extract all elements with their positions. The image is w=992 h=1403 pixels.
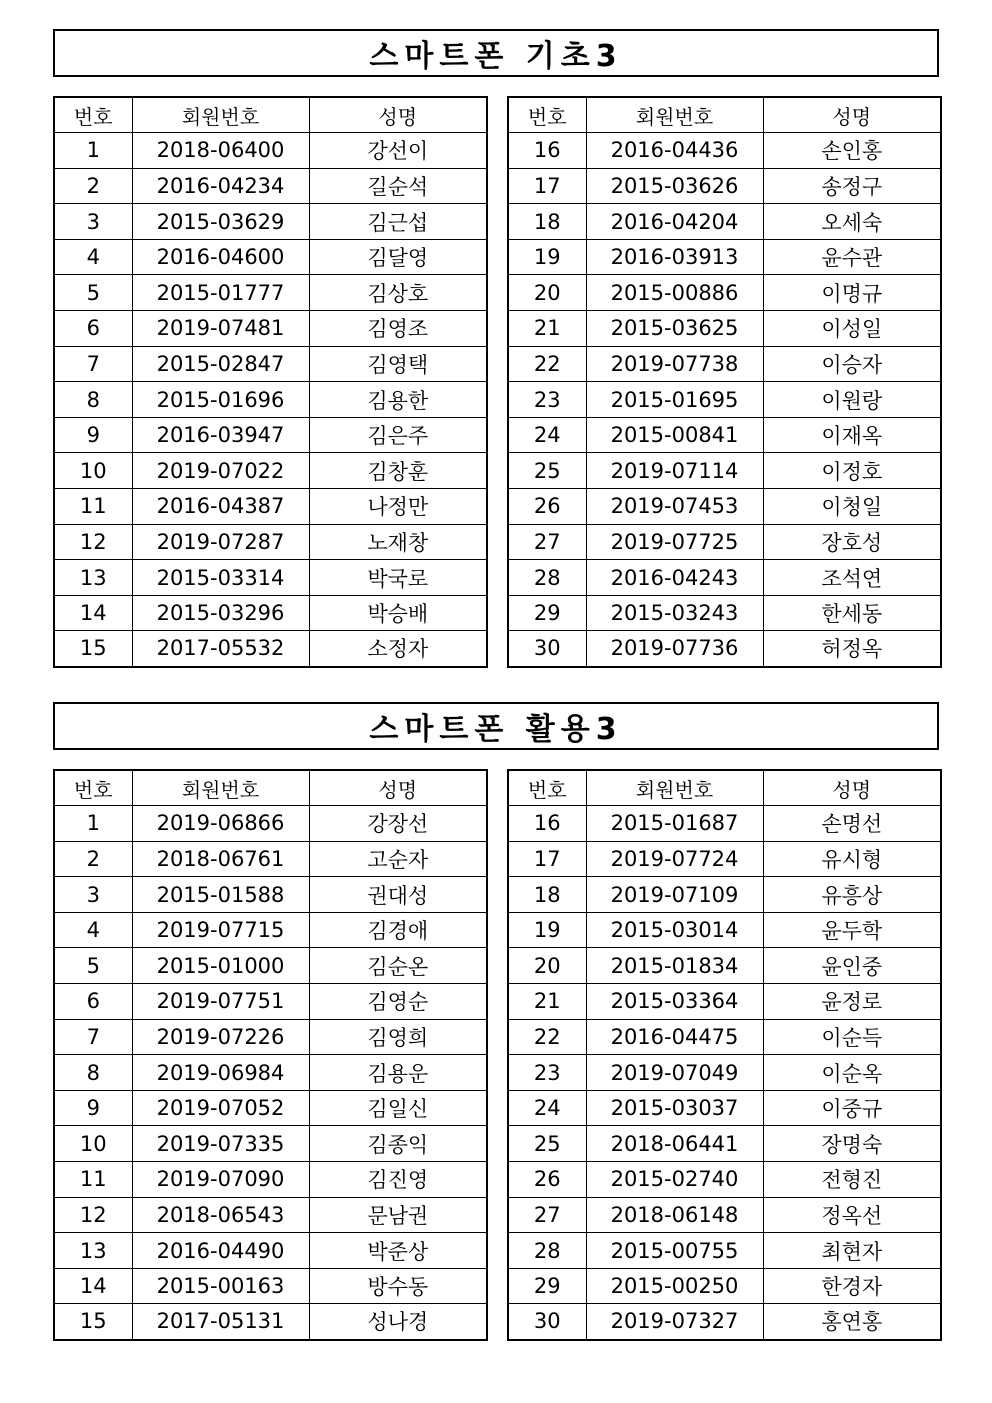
cell-member-name: 이명규 [763,275,941,311]
cell-member-name: 윤정로 [763,984,941,1020]
cell-row-number: 14 [54,595,132,631]
cell-member-name: 김진영 [309,1162,487,1198]
table-row [508,841,941,877]
cell-member-id: 2015-03243 [586,595,763,631]
cell-member-name: 권대성 [309,877,487,913]
table-row [54,489,487,525]
cell-row-number: 3 [54,877,132,913]
member-table-advanced-left [53,769,488,1341]
cell-row-number: 5 [54,948,132,984]
table-row [54,1162,487,1198]
cell-member-id: 2015-03364 [586,984,763,1020]
cell-member-name: 윤두학 [763,912,941,948]
header-member-id: 회원번호 [132,770,309,806]
cell-member-id: 2015-01777 [132,275,309,311]
cell-row-number: 19 [508,239,586,275]
cell-member-name: 이원랑 [763,382,941,418]
cell-member-name: 이승자 [763,346,941,382]
cell-member-name: 김영조 [309,311,487,347]
cell-member-id: 2019-07715 [132,912,309,948]
cell-row-number: 21 [508,984,586,1020]
cell-member-id: 2016-03913 [586,239,763,275]
table-row [54,595,487,631]
cell-member-name: 김순온 [309,948,487,984]
cell-row-number: 11 [54,1162,132,1198]
cell-member-name: 강선이 [309,133,487,169]
table-row [508,984,941,1020]
table-header-row [508,770,941,806]
table-row [54,877,487,913]
cell-member-name: 김근섭 [309,204,487,240]
table-row [508,1019,941,1055]
cell-member-id: 2019-07736 [586,631,763,667]
cell-member-id: 2019-07226 [132,1019,309,1055]
table-header-row [54,97,487,133]
cell-member-id: 2015-03296 [132,595,309,631]
cell-member-name: 손명선 [763,806,941,842]
table-row [54,1126,487,1162]
table-row [508,489,941,525]
cell-member-id: 2016-04490 [132,1233,309,1269]
member-table-advanced-right [507,769,942,1341]
table-row [54,560,487,596]
table-row [508,453,941,489]
cell-row-number: 25 [508,453,586,489]
cell-member-name: 유시형 [763,841,941,877]
cell-row-number: 13 [54,1233,132,1269]
cell-row-number: 3 [54,204,132,240]
cell-row-number: 12 [54,1197,132,1233]
table-row [508,1233,941,1269]
cell-row-number: 16 [508,133,586,169]
table-row [508,524,941,560]
cell-row-number: 13 [54,560,132,596]
cell-member-id: 2015-00250 [586,1268,763,1304]
table-row [508,239,941,275]
cell-member-name: 길순석 [309,168,487,204]
cell-row-number: 29 [508,1268,586,1304]
table-row [54,912,487,948]
cell-row-number: 20 [508,948,586,984]
cell-member-name: 김용한 [309,382,487,418]
table-row [508,1055,941,1091]
cell-row-number: 25 [508,1126,586,1162]
cell-member-id: 2019-06866 [132,806,309,842]
cell-member-id: 2019-07724 [586,841,763,877]
cell-member-id: 2019-07287 [132,524,309,560]
table-row [508,1090,941,1126]
cell-member-name: 나정만 [309,489,487,525]
table-row [508,275,941,311]
cell-member-id: 2019-07052 [132,1090,309,1126]
cell-member-id: 2019-07049 [586,1055,763,1091]
table-row [508,1126,941,1162]
cell-row-number: 20 [508,275,586,311]
cell-row-number: 21 [508,311,586,347]
table-row [508,912,941,948]
cell-member-id: 2018-06761 [132,841,309,877]
cell-row-number: 15 [54,1304,132,1340]
section-title-basic: 스마트폰 기초3 [53,29,939,77]
cell-member-id: 2018-06441 [586,1126,763,1162]
cell-member-name: 김영순 [309,984,487,1020]
header-row-number: 번호 [508,770,586,806]
cell-member-id: 2015-03625 [586,311,763,347]
header-member-name: 성명 [763,770,941,806]
section-title-advanced: 스마트폰 활용3 [53,702,939,750]
cell-member-name: 소정자 [309,631,487,667]
table-row [508,204,941,240]
cell-member-id: 2019-07109 [586,877,763,913]
table-row [54,841,487,877]
cell-member-name: 윤인중 [763,948,941,984]
cell-member-id: 2019-06984 [132,1055,309,1091]
member-table-basic-left [53,96,488,668]
table-row [508,595,941,631]
header-row-number: 번호 [54,97,132,133]
cell-row-number: 11 [54,489,132,525]
cell-row-number: 30 [508,631,586,667]
cell-member-name: 이청일 [763,489,941,525]
cell-row-number: 22 [508,1019,586,1055]
cell-member-id: 2015-00841 [586,417,763,453]
cell-member-id: 2015-01695 [586,382,763,418]
cell-row-number: 10 [54,453,132,489]
cell-member-name: 문남권 [309,1197,487,1233]
cell-row-number: 15 [54,631,132,667]
cell-row-number: 24 [508,1090,586,1126]
cell-row-number: 1 [54,806,132,842]
cell-member-name: 조석연 [763,560,941,596]
table-row [54,1197,487,1233]
cell-row-number: 18 [508,877,586,913]
table-row [508,1162,941,1198]
cell-member-id: 2019-07751 [132,984,309,1020]
table-row [54,239,487,275]
cell-row-number: 1 [54,133,132,169]
cell-member-name: 윤수관 [763,239,941,275]
cell-member-id: 2018-06400 [132,133,309,169]
cell-row-number: 9 [54,417,132,453]
cell-row-number: 22 [508,346,586,382]
table-row [54,453,487,489]
cell-member-name: 이성일 [763,311,941,347]
table-row [508,1304,941,1340]
cell-row-number: 4 [54,912,132,948]
cell-member-id: 2019-07327 [586,1304,763,1340]
cell-member-name: 박준상 [309,1233,487,1269]
cell-member-id: 2019-07022 [132,453,309,489]
table-row [54,346,487,382]
table-header-row [54,770,487,806]
table-row [54,524,487,560]
cell-row-number: 17 [508,841,586,877]
cell-member-name: 최현자 [763,1233,941,1269]
table-row [54,311,487,347]
cell-member-name: 김용운 [309,1055,487,1091]
cell-member-name: 김창훈 [309,453,487,489]
cell-row-number: 10 [54,1126,132,1162]
table-row [54,1055,487,1091]
cell-member-name: 오세숙 [763,204,941,240]
cell-row-number: 19 [508,912,586,948]
cell-member-id: 2019-07453 [586,489,763,525]
cell-member-id: 2015-03037 [586,1090,763,1126]
header-row-number: 번호 [54,770,132,806]
header-member-id: 회원번호 [586,97,763,133]
cell-member-name: 노재창 [309,524,487,560]
header-member-name: 성명 [763,97,941,133]
cell-member-id: 2019-07114 [586,453,763,489]
table-row [508,631,941,667]
cell-member-name: 허정옥 [763,631,941,667]
cell-member-name: 장명숙 [763,1126,941,1162]
cell-member-name: 고순자 [309,841,487,877]
cell-member-name: 김영희 [309,1019,487,1055]
cell-member-name: 홍연홍 [763,1304,941,1340]
cell-member-name: 김달영 [309,239,487,275]
table-row [54,1268,487,1304]
cell-member-name: 김종익 [309,1126,487,1162]
cell-row-number: 29 [508,595,586,631]
table-row [54,948,487,984]
cell-member-id: 2015-01000 [132,948,309,984]
table-row [54,631,487,667]
table-row [54,417,487,453]
cell-member-name: 이정호 [763,453,941,489]
cell-member-name: 방수동 [309,1268,487,1304]
cell-row-number: 28 [508,560,586,596]
cell-member-id: 2017-05131 [132,1304,309,1340]
cell-member-name: 한세동 [763,595,941,631]
table-row [508,806,941,842]
cell-row-number: 2 [54,841,132,877]
cell-member-id: 2015-03014 [586,912,763,948]
cell-row-number: 27 [508,1197,586,1233]
cell-member-id: 2015-02740 [586,1162,763,1198]
cell-row-number: 6 [54,311,132,347]
cell-member-name: 김상호 [309,275,487,311]
header-row-number: 번호 [508,97,586,133]
cell-row-number: 9 [54,1090,132,1126]
cell-member-id: 2015-03314 [132,560,309,596]
cell-member-name: 김영택 [309,346,487,382]
cell-row-number: 24 [508,417,586,453]
cell-member-id: 2019-07335 [132,1126,309,1162]
cell-member-id: 2016-04387 [132,489,309,525]
table-row [54,806,487,842]
cell-row-number: 17 [508,168,586,204]
cell-member-name: 전형진 [763,1162,941,1198]
table-row [54,1019,487,1055]
cell-member-id: 2016-04475 [586,1019,763,1055]
cell-member-id: 2019-07725 [586,524,763,560]
cell-row-number: 26 [508,489,586,525]
table-row [54,382,487,418]
cell-member-id: 2016-04234 [132,168,309,204]
cell-row-number: 23 [508,382,586,418]
cell-row-number: 14 [54,1268,132,1304]
cell-member-id: 2015-01687 [586,806,763,842]
cell-member-id: 2015-00886 [586,275,763,311]
cell-row-number: 16 [508,806,586,842]
cell-member-id: 2019-07738 [586,346,763,382]
table-row [54,984,487,1020]
cell-row-number: 30 [508,1304,586,1340]
cell-member-id: 2019-07090 [132,1162,309,1198]
table-row [508,1197,941,1233]
table-row [508,168,941,204]
header-member-name: 성명 [309,770,487,806]
cell-member-id: 2018-06148 [586,1197,763,1233]
cell-row-number: 8 [54,382,132,418]
header-member-name: 성명 [309,97,487,133]
cell-member-id: 2015-00755 [586,1233,763,1269]
cell-member-name: 이재옥 [763,417,941,453]
cell-member-name: 이순옥 [763,1055,941,1091]
table-row [54,168,487,204]
cell-member-id: 2016-04243 [586,560,763,596]
cell-member-id: 2015-01834 [586,948,763,984]
table-row [508,382,941,418]
table-row [508,1268,941,1304]
table-row [54,1304,487,1340]
cell-member-name: 김일신 [309,1090,487,1126]
table-row [508,346,941,382]
cell-member-name: 강장선 [309,806,487,842]
cell-member-id: 2017-05532 [132,631,309,667]
cell-row-number: 23 [508,1055,586,1091]
table-row [508,560,941,596]
cell-member-id: 2018-06543 [132,1197,309,1233]
cell-row-number: 8 [54,1055,132,1091]
table-row [54,204,487,240]
cell-member-name: 송정구 [763,168,941,204]
cell-member-name: 이중규 [763,1090,941,1126]
cell-member-id: 2015-02847 [132,346,309,382]
cell-member-id: 2016-04204 [586,204,763,240]
cell-member-id: 2015-03629 [132,204,309,240]
cell-member-id: 2016-04436 [586,133,763,169]
cell-member-name: 유흥상 [763,877,941,913]
cell-member-id: 2015-01696 [132,382,309,418]
header-member-id: 회원번호 [132,97,309,133]
cell-row-number: 5 [54,275,132,311]
table-row [508,948,941,984]
cell-member-name: 정옥선 [763,1197,941,1233]
cell-row-number: 27 [508,524,586,560]
cell-member-id: 2015-00163 [132,1268,309,1304]
cell-row-number: 4 [54,239,132,275]
cell-row-number: 28 [508,1233,586,1269]
cell-member-id: 2016-04600 [132,239,309,275]
cell-member-id: 2015-01588 [132,877,309,913]
table-row [54,1090,487,1126]
cell-row-number: 2 [54,168,132,204]
cell-member-id: 2019-07481 [132,311,309,347]
cell-row-number: 26 [508,1162,586,1198]
cell-row-number: 7 [54,346,132,382]
cell-member-name: 이순득 [763,1019,941,1055]
cell-member-name: 박국로 [309,560,487,596]
cell-row-number: 18 [508,204,586,240]
cell-member-name: 김경애 [309,912,487,948]
member-table-basic-right [507,96,942,668]
cell-row-number: 7 [54,1019,132,1055]
cell-row-number: 6 [54,984,132,1020]
table-row [508,877,941,913]
table-row [508,311,941,347]
table-header-row [508,97,941,133]
cell-member-name: 손인홍 [763,133,941,169]
cell-member-name: 김은주 [309,417,487,453]
table-row [508,417,941,453]
table-row [54,275,487,311]
table-row [54,133,487,169]
header-member-id: 회원번호 [586,770,763,806]
cell-member-name: 장호성 [763,524,941,560]
cell-member-name: 성나경 [309,1304,487,1340]
table-row [54,1233,487,1269]
cell-member-id: 2016-03947 [132,417,309,453]
table-row [508,133,941,169]
cell-row-number: 12 [54,524,132,560]
cell-member-name: 한경자 [763,1268,941,1304]
cell-member-id: 2015-03626 [586,168,763,204]
cell-member-name: 박승배 [309,595,487,631]
